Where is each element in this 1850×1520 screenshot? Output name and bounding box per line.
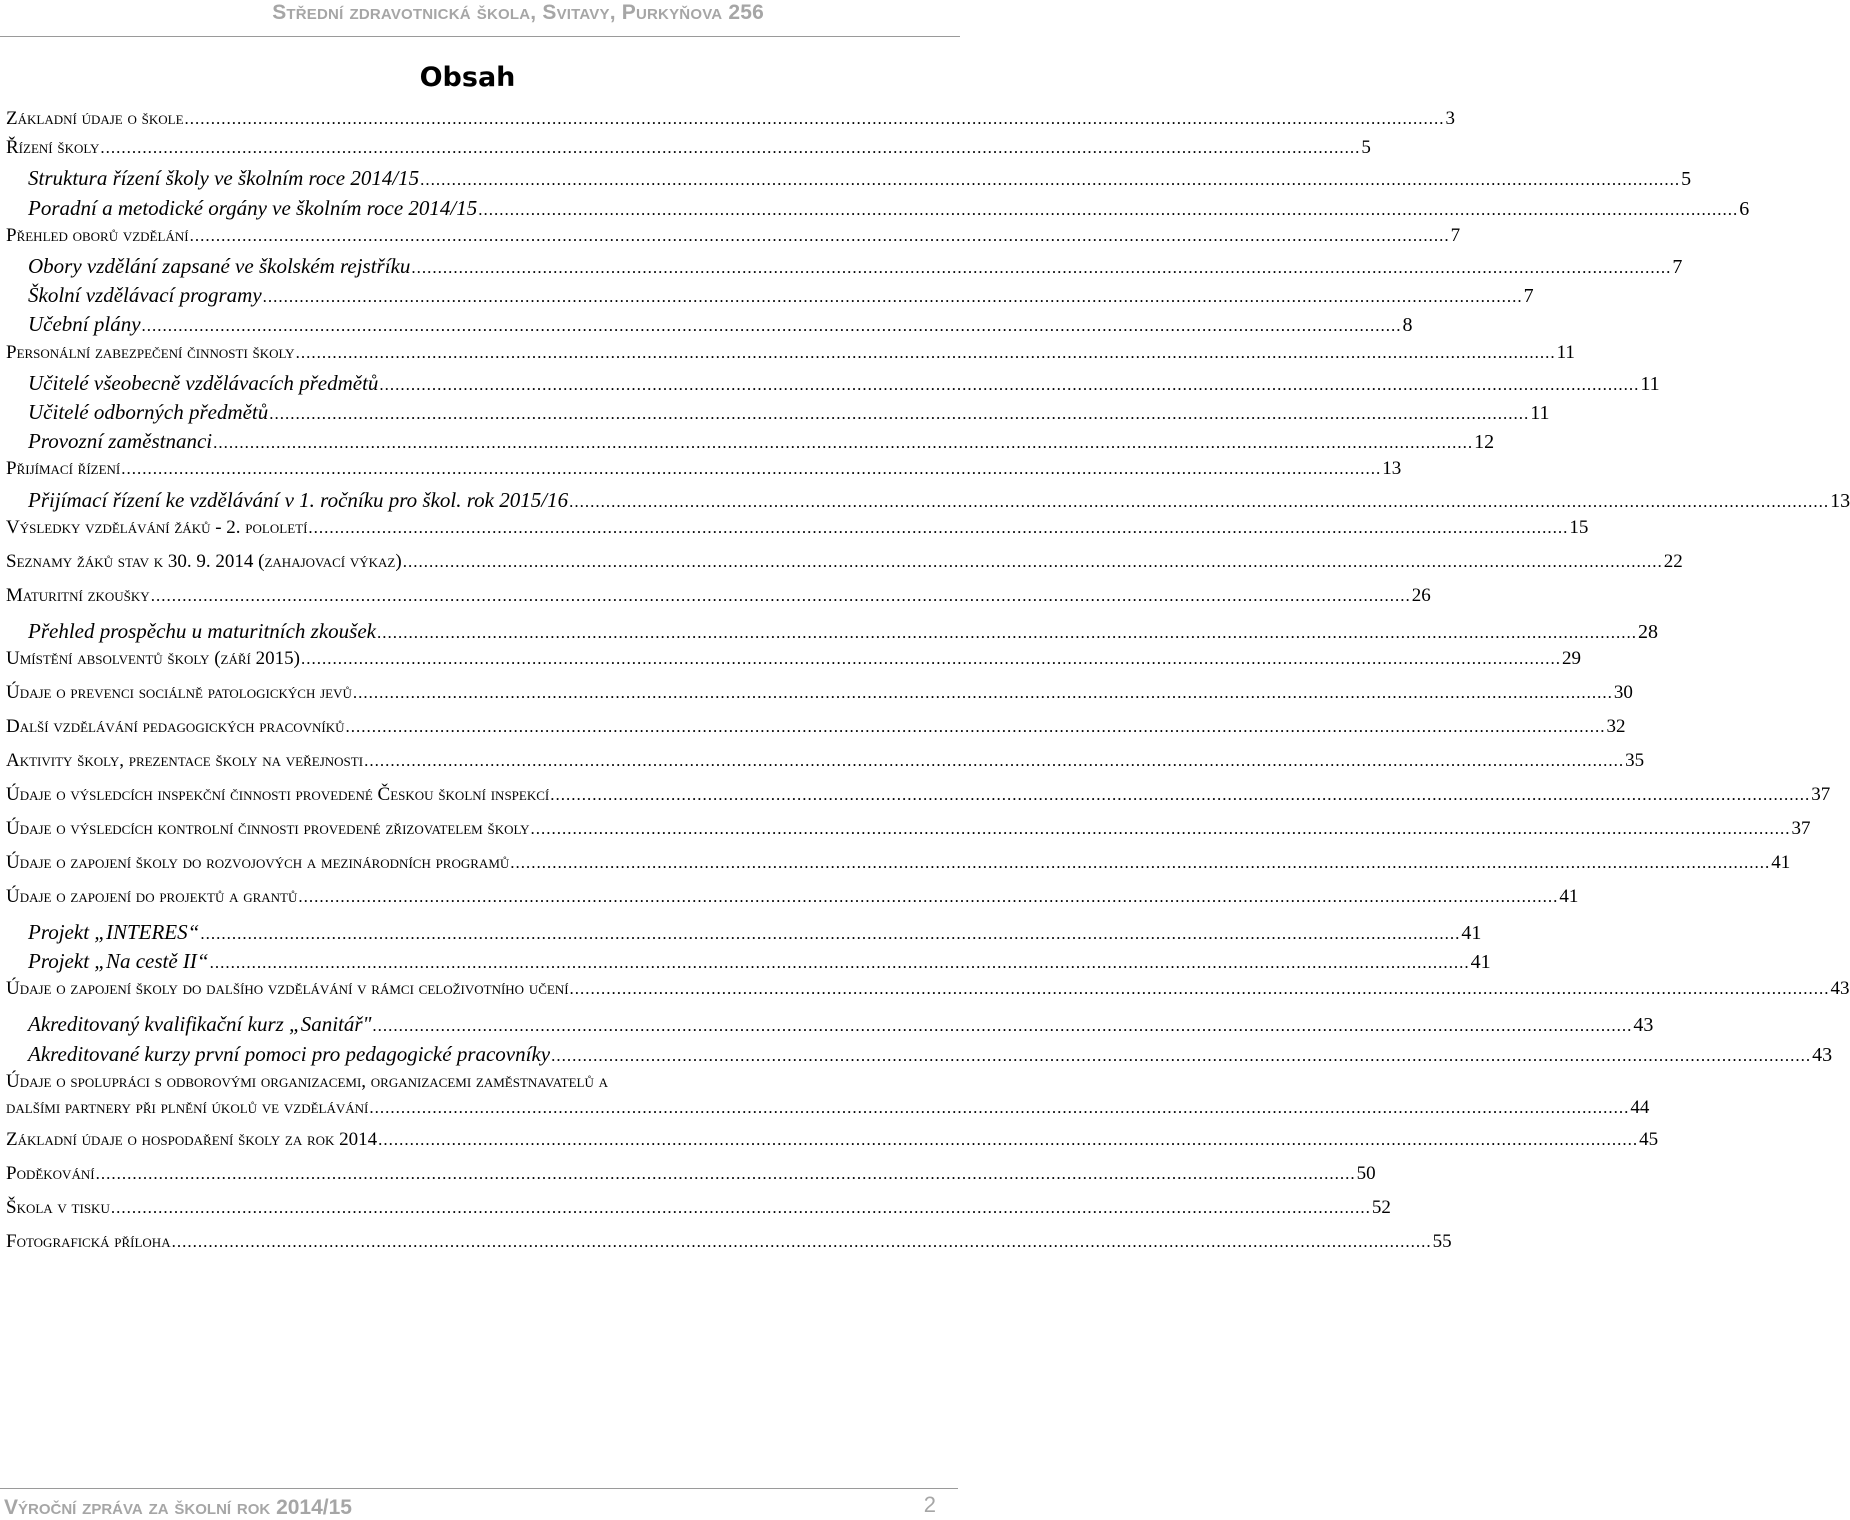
toc-entry-label: Základní údaje o škole [6, 108, 184, 129]
toc-entry[interactable] [0, 784, 1831, 814]
toc-entry-page: 5 [1361, 137, 1371, 159]
toc-entry-page: 13 [1382, 458, 1402, 480]
toc-entry-label: Údaje o výsledcích inspekční činnosti provedené Českou školní inspekcí [6, 784, 550, 805]
toc-entry-page: 12 [1474, 431, 1495, 454]
toc-entry-page: 22 [1663, 550, 1683, 572]
toc-entry-page: 55 [1432, 1230, 1452, 1252]
dot-leader [111, 1198, 1371, 1218]
dot-leader [510, 853, 1770, 873]
dot-leader [570, 979, 1830, 999]
toc-entry-label: Údaje o zapojení školy do rozvojových a mezinárodních programů [6, 852, 510, 873]
toc-entry-page: 43 [1633, 1014, 1654, 1037]
toc-entry-page: 3 [1445, 108, 1456, 129]
toc-entry[interactable] [0, 978, 1850, 1008]
toc-entry[interactable] [0, 224, 1461, 255]
toc-entry-page: 11 [1640, 372, 1660, 395]
toc-entry-label: Škola v tisku [6, 1196, 110, 1218]
toc-entry[interactable] [0, 818, 1811, 848]
page-title: Obsah [419, 62, 516, 93]
toc-entry-label: Základní údaje o hospodaření školy za rok 2014 [6, 1128, 378, 1150]
toc-entry-label: Učební plány [28, 312, 141, 337]
toc-entry-page: 45 [1639, 1128, 1659, 1150]
toc-entry-page: 44 [1630, 1096, 1650, 1118]
toc-entry-page: 7 [1672, 256, 1683, 278]
dot-leader [378, 1130, 1638, 1150]
toc-entry-page: 29 [1561, 648, 1581, 669]
dot-leader [420, 170, 1680, 190]
toc-entry[interactable] [0, 584, 1431, 615]
toc-entry-label: Další vzdělávání pedagogických pracovníků [6, 716, 345, 737]
dot-leader [213, 433, 1473, 453]
toc-entry-page: 52 [1371, 1196, 1391, 1218]
dot-leader [210, 953, 1470, 973]
toc-entry-page: 37 [1791, 818, 1811, 839]
toc-entry-label: Přehled oborů vzdělání [6, 224, 189, 246]
dot-leader [185, 109, 1445, 129]
dot-leader [121, 459, 1381, 479]
toc-entry-label: Poděkování [6, 1162, 95, 1184]
dot-leader [151, 586, 1411, 606]
dot-leader [379, 375, 1639, 395]
toc-entry[interactable] [0, 618, 1658, 649]
dot-leader [296, 343, 1556, 363]
toc-entry-page: 43 [1830, 978, 1850, 1000]
toc-entry-page: 37 [1811, 784, 1831, 805]
toc-entry[interactable] [0, 852, 1791, 882]
toc-entry[interactable] [0, 370, 1660, 401]
dot-leader [142, 316, 1402, 336]
toc-entry[interactable] [0, 1196, 1391, 1227]
toc-entry-page: 5 [1681, 168, 1692, 191]
toc-entry-label: Provozní zaměstnanci [28, 429, 213, 454]
toc-entry[interactable] [0, 166, 1692, 196]
dot-leader [308, 518, 1568, 538]
toc-entry-label: Maturitní zkoušky [6, 584, 150, 606]
toc-entry-label: Učitelé odborných předmětů [28, 400, 269, 424]
report-title-footer: Výroční zpráva za školní rok 2014/15 [4, 1496, 352, 1519]
toc-entry-label: Seznamy žáků stav k 30. 9. 2014 (zahajovací výkaz) [6, 550, 402, 572]
dot-leader [403, 552, 1663, 572]
toc-entry-page: 13 [1830, 489, 1850, 512]
toc-entry-page: 7 [1523, 285, 1534, 308]
toc-entry[interactable] [0, 195, 1750, 226]
toc-entry-page: 26 [1411, 584, 1431, 606]
toc-entry-page: 8 [1402, 314, 1413, 337]
dot-leader [298, 887, 1558, 907]
toc-entry-page: 50 [1356, 1162, 1376, 1184]
dot-leader [369, 1098, 1629, 1118]
toc-entry[interactable] [0, 1070, 1650, 1127]
toc-entry-label: Personální zabezpečení činnosti školy [6, 341, 295, 363]
toc-entry[interactable] [0, 458, 1402, 488]
toc-entry-page: 41 [1771, 852, 1791, 873]
toc-entry[interactable] [0, 682, 1633, 712]
school-name-header: Střední zdravotnická škola, Svitavy, Purkyňova 256 [272, 1, 764, 24]
dot-leader [550, 785, 1810, 805]
toc-entry-label: Akreditovaný kvalifikační kurz „Sanitář" [28, 1012, 372, 1037]
dot-leader [372, 1016, 1632, 1036]
toc-entry-label: Přijímací řízení ke vzdělávání v 1. ročníku pro škol. rok 2015/16 [28, 487, 569, 512]
toc-entry[interactable] [0, 1041, 1833, 1072]
toc-entry[interactable] [0, 1162, 1376, 1193]
toc-entry-label: Údaje o zapojení školy do dalšího vzdělávání v rámci celoživotního učení [6, 978, 569, 1000]
toc-entry[interactable] [0, 550, 1683, 581]
toc-entry-label: Obory vzdělání zapsané ve školském rejstříku [28, 254, 411, 278]
toc-entry[interactable] [0, 487, 1850, 518]
dot-leader [364, 751, 1624, 771]
dot-leader [200, 924, 1460, 944]
toc-entry-label: Umístění absolventů školy (září 2015) [6, 648, 300, 669]
toc-entry-label: Údaje o prevenci sociálně patologických jevů [6, 682, 352, 703]
toc-entry[interactable] [0, 137, 1371, 167]
dot-leader [531, 819, 1791, 839]
toc-entry-label: Školní vzdělávací programy [28, 283, 262, 308]
toc-entry[interactable] [0, 254, 1683, 284]
toc-entry-page: 43 [1812, 1043, 1833, 1066]
toc-entry-label: Výsledky vzdělávání žáků - 2. pololetí [6, 516, 308, 538]
toc-entry-label: Přijímací řízení [6, 458, 121, 480]
dot-leader [569, 492, 1829, 512]
toc-entry-label: Přehled prospěchu u maturitních zkoušek [28, 618, 376, 643]
page-header [0, 0, 960, 37]
toc-entry-page: 28 [1638, 620, 1658, 643]
toc-entry[interactable] [0, 283, 1534, 313]
dot-leader [301, 649, 1561, 669]
dot-leader [172, 1232, 1432, 1252]
dot-leader [269, 404, 1529, 424]
toc-entry-label: Aktivity školy, prezentace školy na veřejnosti [6, 750, 364, 771]
dot-leader [377, 623, 1637, 643]
toc-entry-label: Projekt „INTERES“ [28, 920, 200, 944]
dot-leader [478, 200, 1738, 220]
toc-entry[interactable] [0, 108, 1456, 138]
page-number: 2 [923, 1492, 936, 1517]
toc-entry[interactable] [0, 312, 1413, 342]
toc-entry[interactable] [0, 429, 1495, 459]
toc-entry[interactable] [0, 400, 1550, 430]
toc-entry-page: 30 [1613, 682, 1633, 703]
toc-entry-label: Fotografická příloha [6, 1230, 171, 1252]
toc-entry-page: 35 [1625, 750, 1645, 771]
toc-entry[interactable] [0, 341, 1575, 372]
toc-entry-page: 11 [1530, 402, 1550, 424]
toc-entry[interactable] [0, 1230, 1452, 1261]
toc-entry[interactable] [0, 1012, 1654, 1042]
dot-leader [551, 1046, 1811, 1066]
toc-entry[interactable] [0, 1128, 1659, 1159]
toc-entry-page: 41 [1470, 951, 1491, 974]
dot-leader [346, 717, 1606, 737]
dot-leader [263, 287, 1523, 307]
dot-leader [411, 258, 1671, 278]
dot-leader [96, 1164, 1356, 1184]
toc-entry[interactable] [0, 716, 1626, 746]
dot-leader [190, 226, 1450, 246]
toc-entry-page: 11 [1556, 341, 1575, 363]
toc-entry-page: 32 [1606, 716, 1626, 737]
toc-entry-page: 7 [1450, 224, 1461, 246]
toc-entry-label: Údaje o spolupráci s odborovými organizacemi, organizacemi zaměstnavatelů a [6, 1070, 609, 1092]
toc-entry[interactable] [0, 750, 1645, 780]
toc-entry-page: 15 [1569, 516, 1589, 538]
toc-entry-label: Řízení školy [6, 137, 100, 159]
toc-entry[interactable] [0, 886, 1579, 916]
dot-leader [353, 683, 1613, 703]
toc-entry-page: 6 [1739, 197, 1750, 220]
toc-entry[interactable] [0, 516, 1589, 547]
toc-entry[interactable] [0, 648, 1581, 678]
toc-entry-label: Projekt „Na cestě II“ [28, 949, 209, 974]
toc-entry-page: 41 [1559, 886, 1579, 907]
toc-entry-label: Struktura řízení školy ve školním roce 2014/15 [28, 166, 420, 191]
dot-leader [100, 138, 1360, 158]
toc-entry-label: Akreditované kurzy první pomoci pro pedagogické pracovníky [28, 1041, 551, 1066]
toc-entry[interactable] [0, 949, 1491, 979]
toc-entry-label-continued: dalšími partnery při plnění úkolů ve vzdělávání [6, 1096, 369, 1118]
toc-entry[interactable] [0, 920, 1482, 950]
toc-entry-label: Učitelé všeobecně vzdělávacích předmětů [28, 370, 379, 395]
toc-entry-page: 41 [1461, 922, 1482, 944]
toc-entry-label: Údaje o výsledcích kontrolní činnosti provedené zřizovatelem školy [6, 818, 530, 839]
footer-divider [0, 1488, 958, 1489]
toc-entry-label: Poradní a metodické orgány ve školním roce 2014/15 [28, 195, 478, 220]
toc-entry-label: Údaje o zapojení do projektů a grantů [6, 886, 298, 907]
